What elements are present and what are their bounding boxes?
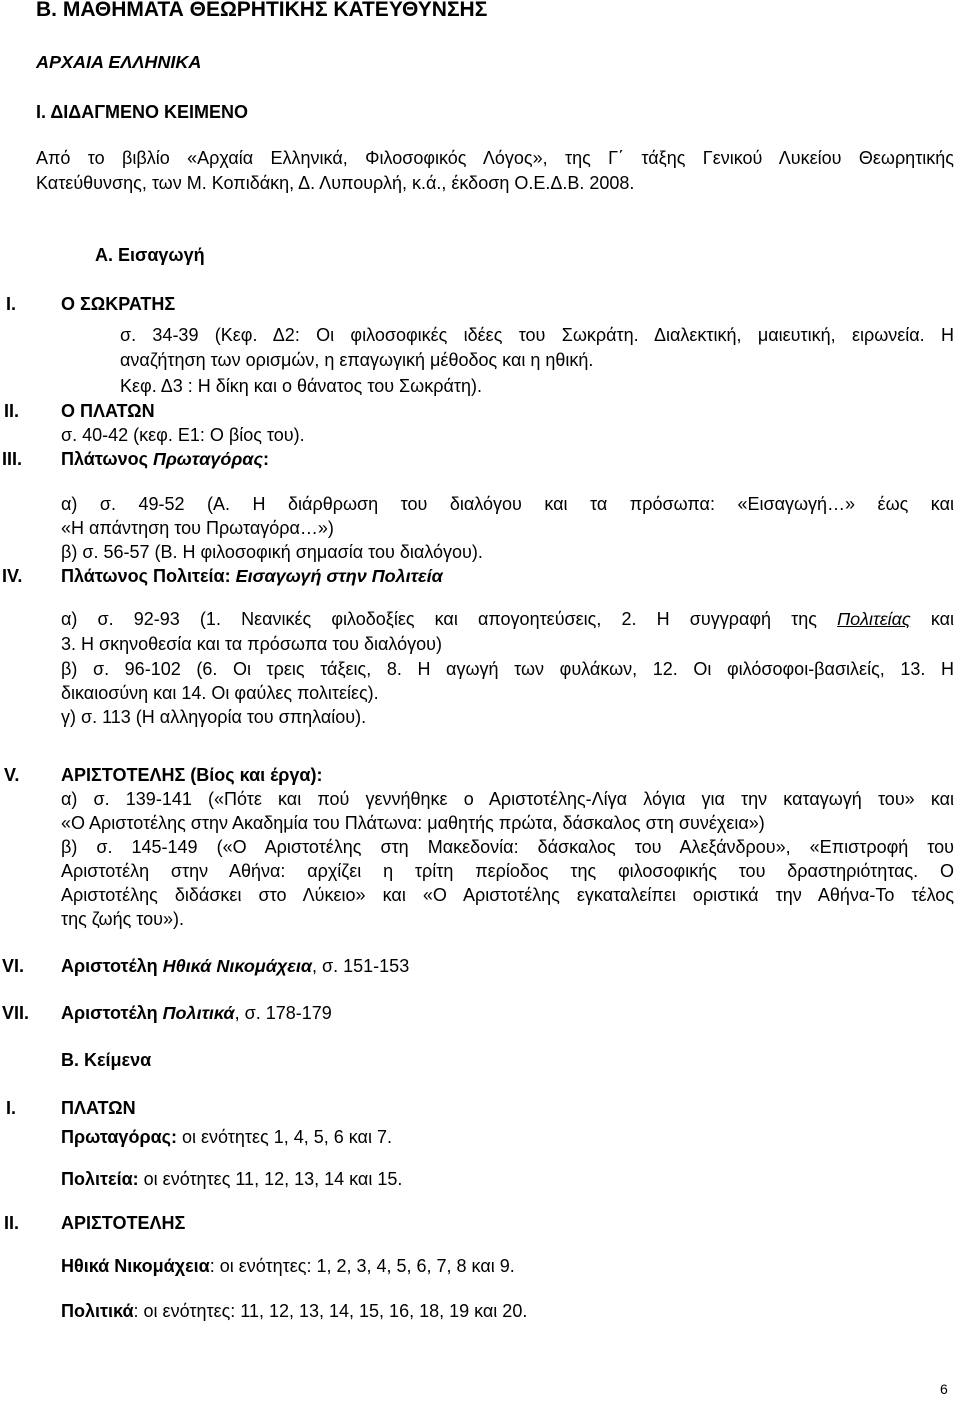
item-number: III. bbox=[2, 449, 23, 469]
text-line: β) σ. 145-149 («Ο Αριστοτέλης στη Μακεδονία: δάσκαλος του Αλεξάνδρου», «Επιστροφή του bbox=[61, 837, 954, 857]
item-title: Πλάτωνος Πολιτεία: Εισαγωγή στην Πολιτεία bbox=[61, 566, 443, 586]
item-number: VII. bbox=[2, 1003, 30, 1023]
item-title: ΑΡΙΣΤΟΤΕΛΗΣ (Βίος και έργα): bbox=[61, 765, 323, 785]
text-line: 3. Η σκηνοθεσία και τα πρόσωπα του διαλόγου) bbox=[61, 634, 443, 654]
text-line: Ηθικά Νικομάχεια: οι ενότητες: 1, 2, 3, 4, 5, 6, 7, 8 και 9. bbox=[61, 1256, 515, 1276]
item-title: Ο ΣΩΚΡΑΤΗΣ bbox=[61, 294, 176, 314]
item-number: V. bbox=[4, 765, 20, 785]
text-line: β) σ. 56-57 (Β. Η φιλοσοφική σημασία του διαλόγου). bbox=[61, 542, 483, 562]
item-title: Αριστοτέλη Ηθικά Νικομάχεια, σ. 151-153 bbox=[61, 956, 410, 976]
item-title: Αριστοτέλη Πολιτικά, σ. 178-179 bbox=[61, 1003, 332, 1023]
document-title: Β. ΜΑΘΗΜΑΤΑ ΘΕΩΡΗΤΙΚΗΣ ΚΑΤΕΥΘΥΝΣΗΣ bbox=[36, 0, 488, 21]
text-line: α) σ. 49-52 (Α. Η διάρθρωση του διαλόγου και τα πρόσωπα: «Εισαγωγή…» έως και bbox=[61, 494, 954, 514]
item-number: I. bbox=[6, 1098, 17, 1118]
item-title: Ο ΠΛΑΤΩΝ bbox=[61, 401, 155, 421]
item-title: ΑΡΙΣΤΟΤΕΛΗΣ bbox=[61, 1213, 186, 1233]
text-line: α) σ. 92-93 (1. Νεανικές φιλοδοξίες και απογοητεύσεις, 2. Η συγγραφή της Πολιτείας και bbox=[61, 609, 955, 629]
text-line: της ζωής του»). bbox=[61, 909, 184, 929]
section-heading: Ι. ΔΙΔΑΓΜΕΝΟ ΚΕΙΜΕΝΟ bbox=[36, 102, 249, 122]
text-line: Αριστοτέλης διδάσκει στο Λύκειο» και «Ο Αριστοτέλης εγκαταλείπει οριστικά την Αθήνα-Το τέλος bbox=[61, 885, 954, 905]
text-line: σ. 34-39 (Κεφ. Δ2: Οι φιλοσοφικές ιδέες του Σωκράτη. Διαλεκτική, μαιευτική, ειρωνεία. Η bbox=[120, 325, 954, 345]
text-line: α) σ. 139-141 («Πότε και πού γεννήθηκε ο Αριστοτέλης-Λίγα λόγια για την καταγωγή του» και bbox=[61, 789, 954, 809]
item-title: Πλάτωνος Πρωταγόρας: bbox=[61, 449, 269, 469]
text-line: σ. 40-42 (κεφ. Ε1: Ο βίος του). bbox=[61, 425, 305, 445]
item-number: IV. bbox=[2, 566, 23, 586]
item-number: II. bbox=[4, 401, 20, 421]
item-title: ΠΛΑΤΩΝ bbox=[61, 1098, 136, 1118]
subject-heading: ΑΡΧΑΙΑ ΕΛΛΗΝΙΚΑ bbox=[36, 52, 202, 72]
item-number: I. bbox=[6, 294, 17, 314]
item-number: II. bbox=[4, 1213, 20, 1233]
text-line: αναζήτηση των ορισμών, η επαγωγική μέθοδος και η ηθική. bbox=[120, 350, 594, 370]
part-a-heading: Α. Εισαγωγή bbox=[95, 245, 205, 265]
page-number: 6 bbox=[940, 1381, 948, 1397]
text-line: «Η απάντηση του Πρωταγόρα…») bbox=[61, 518, 334, 538]
text-line: δικαιοσύνη και 14. Οι φαύλες πολιτείες). bbox=[61, 683, 379, 703]
text-line: Κεφ. Δ3 : Η δίκη και ο θάνατος του Σωκράτη). bbox=[120, 376, 482, 396]
source-line-2: Κατεύθυνσης, των Μ. Κοπιδάκη, Δ. Λυπουρλή, κ.ά., έκδοση Ο.Ε.Δ.Β. 2008. bbox=[36, 173, 635, 193]
text-line: Αριστοτέλη στην Αθήνα: αρχίζει η τρίτη περίοδος της φιλοσοφικής του δραστηριότητας. Ο bbox=[61, 861, 954, 881]
text-line: Πολιτικά: οι ενότητες: 11, 12, 13, 14, 15, 16, 18, 19 και 20. bbox=[61, 1301, 528, 1321]
text-line: γ) σ. 113 (Η αλληγορία του σπηλαίου). bbox=[61, 707, 367, 727]
text-line: β) σ. 96-102 (6. Οι τρεις τάξεις, 8. Η αγωγή των φυλάκων, 12. Οι φιλόσοφοι-βασιλείς, 13. Η bbox=[61, 659, 954, 679]
item-number: VI. bbox=[2, 956, 25, 976]
text-line: Πρωταγόρας: οι ενότητες 1, 4, 5, 6 και 7. bbox=[61, 1127, 392, 1147]
part-b-heading: Β. Κείμενα bbox=[61, 1050, 152, 1070]
text-line: «Ο Αριστοτέλης στην Ακαδημία του Πλάτωνα: μαθητής πρώτα, δάσκαλος στη συνέχεια») bbox=[61, 813, 765, 833]
text-line: Πολιτεία: οι ενότητες 11, 12, 13, 14 και 15. bbox=[61, 1169, 403, 1189]
source-line-1: Από το βιβλίο «Αρχαία Ελληνικά, Φιλοσοφικός Λόγος», της Γ΄ τάξης Γενικού Λυκείου Θεωρητικής bbox=[36, 148, 954, 168]
